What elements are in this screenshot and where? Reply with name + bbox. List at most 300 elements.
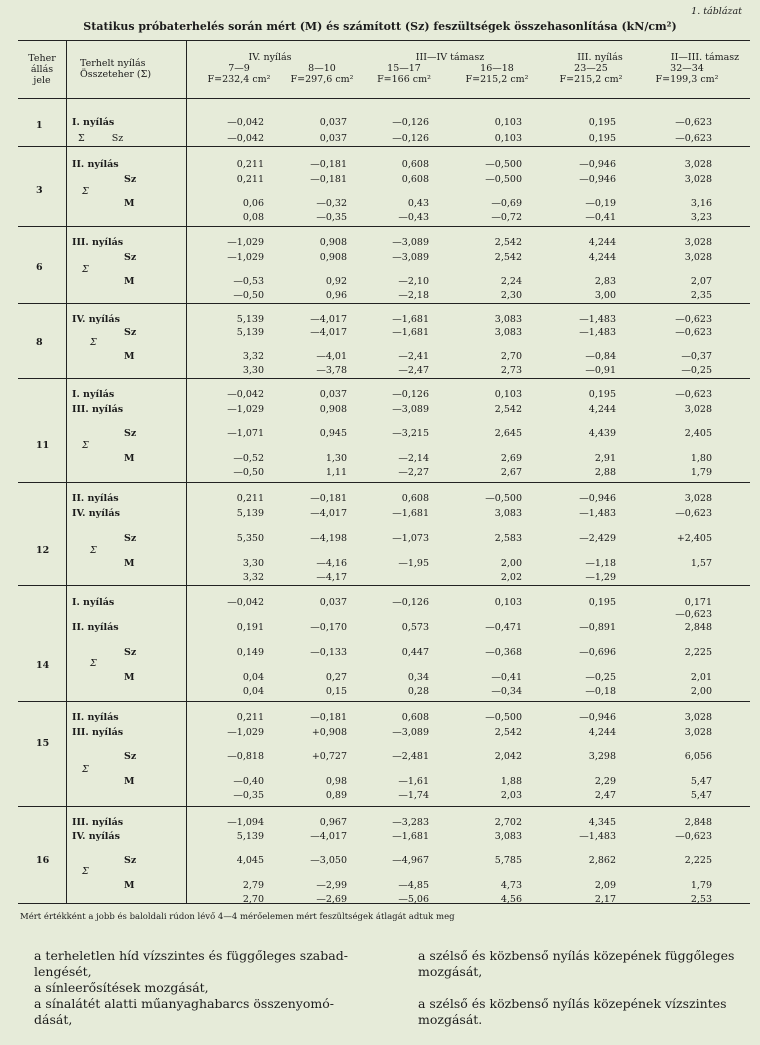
table-cell: 3,028 (684, 727, 712, 738)
table-cell: —0,623 (675, 508, 712, 519)
table-cell: —0,32 (316, 198, 347, 209)
table-cell: —0,91 (585, 365, 616, 376)
table-cell: 2,702 (494, 817, 522, 828)
bottom-left-line: lengését, (34, 964, 92, 979)
table-cell: —0,25 (681, 365, 712, 376)
header-col-range: 8—10 (308, 63, 336, 74)
table-cell: 0,92 (325, 276, 347, 287)
table-cell: 0,04 (242, 686, 264, 697)
header-teher-3: jele (33, 75, 51, 86)
table-cell: —0,623 (675, 389, 712, 400)
table-label: 1. táblázat (691, 6, 742, 17)
table-cell: —0,500 (485, 174, 522, 185)
table-cell: —0,18 (585, 686, 616, 697)
table-cell: —0,41 (585, 212, 616, 223)
row-label: IV. nyílás (72, 508, 120, 519)
table-cell: 5,139 (236, 327, 264, 338)
table-cell: 1,80 (690, 453, 712, 464)
table-cell: —0,946 (579, 159, 616, 170)
group-divider (18, 226, 750, 227)
header-col-area: F=199,3 cm² (655, 74, 719, 85)
table-cell: 0,28 (407, 686, 429, 697)
table-cell: 0,908 (319, 252, 347, 263)
table-cell: —1,029 (227, 727, 264, 738)
sigma-symbol: Σ (82, 764, 89, 775)
table-cell: 0,608 (401, 174, 429, 185)
table-cell: —1,18 (585, 558, 616, 569)
table-cell: 0,037 (319, 133, 347, 144)
table-cell: 3,083 (494, 508, 522, 519)
table-cell: 0,103 (494, 117, 522, 128)
row-label: I. nyílás (72, 117, 115, 128)
table-cell: 0,211 (236, 174, 264, 185)
table-cell: 3,028 (684, 493, 712, 504)
table-cell: 2,03 (500, 790, 522, 801)
table-cell: —1,071 (227, 428, 264, 439)
table-cell: —0,181 (310, 159, 347, 170)
table-cell: 2,70 (500, 351, 522, 362)
table-cell: 0,608 (401, 493, 429, 504)
bottom-right-line: mozgását. (418, 1012, 483, 1027)
header-terhelt-2: Összeteher (Σ) (80, 69, 152, 80)
table-cell: —0,623 (675, 133, 712, 144)
table-cell: +0,908 (311, 727, 347, 738)
row-label: M (124, 672, 135, 683)
table-cell: 2,583 (494, 533, 522, 544)
table-cell: —2,47 (398, 365, 429, 376)
header-col-area: F=232,4 cm² (207, 74, 271, 85)
table-cell: 3,298 (588, 751, 616, 762)
table-cell: 0,037 (319, 597, 347, 608)
table-cell: 2,53 (690, 894, 712, 905)
row-label: II. nyílás (72, 712, 119, 723)
table-cell: 0,191 (236, 622, 264, 633)
row-label: Sz (124, 174, 137, 185)
table-cell: 4,244 (588, 727, 616, 738)
table-cell: 0,195 (588, 133, 616, 144)
table-cell: 0,96 (325, 290, 347, 301)
table-cell: —0,19 (585, 198, 616, 209)
table-cell: 0,037 (319, 389, 347, 400)
header-group-iv: IV. nyílás (248, 52, 292, 63)
table-cell: —0,181 (310, 174, 347, 185)
header-col-3 (359, 63, 449, 85)
row-label: Sz (124, 327, 137, 338)
table-cell: —0,35 (233, 790, 264, 801)
table-cell: —2,10 (398, 276, 429, 287)
table-cell: 3,083 (494, 327, 522, 338)
table-cell: 2,24 (500, 276, 522, 287)
header-teher-1: Teher (28, 53, 56, 64)
table-cell: 5,47 (690, 790, 712, 801)
table-cell: 2,35 (690, 290, 712, 301)
table-cell: 0,211 (236, 493, 264, 504)
table-cell: 0,195 (588, 389, 616, 400)
table-cell: —1,681 (392, 831, 429, 842)
table-cell: —0,52 (233, 453, 264, 464)
row-label: I. nyílás (72, 597, 115, 608)
table-cell: 2,848 (684, 622, 712, 633)
table-cell: —0,946 (579, 174, 616, 185)
table-cell: —0,69 (491, 198, 522, 209)
row-label: M (124, 276, 135, 287)
table-cell: +2,405 (676, 533, 712, 544)
table-cell: —0,623 (675, 609, 712, 620)
table-cell: —0,126 (392, 133, 429, 144)
table-cell: —3,089 (392, 252, 429, 263)
table-cell: 0,08 (242, 212, 264, 223)
table-cell: 3,083 (494, 314, 522, 325)
table-cell: —0,41 (491, 672, 522, 683)
table-cell: —4,17 (316, 572, 347, 583)
row-label: III. nyílás (72, 817, 124, 828)
table-cell: 0,573 (401, 622, 429, 633)
group-divider (18, 303, 750, 304)
row-label: M (124, 880, 135, 891)
group-number: 14 (36, 660, 50, 671)
group-divider (18, 585, 750, 586)
table-cell: 0,149 (236, 647, 264, 658)
group-divider (18, 146, 750, 147)
table-cell: 2,542 (494, 404, 522, 415)
table-cell: —1,95 (398, 558, 429, 569)
row-label: I. nyílás (72, 389, 115, 400)
table-cell: —5,06 (398, 894, 429, 905)
rule-col-2 (186, 40, 187, 903)
sigma-symbol: Σ (90, 545, 97, 556)
table-cell: —0,623 (675, 831, 712, 842)
table-cell: 0,103 (494, 389, 522, 400)
table-cell: —3,089 (392, 727, 429, 738)
table-cell: 0,211 (236, 159, 264, 170)
sigma-symbol: Σ (90, 337, 97, 348)
table-cell: —0,623 (675, 327, 712, 338)
table-cell: 0,037 (319, 117, 347, 128)
table-cell: —0,34 (491, 686, 522, 697)
table-cell: 0,04 (242, 672, 264, 683)
row-label: Sz (124, 428, 137, 439)
bottom-left-text (34, 948, 394, 1028)
table-cell: 2,07 (690, 276, 712, 287)
table-cell: —0,946 (579, 493, 616, 504)
header-terhelt-1: Terhelt nyílás (80, 58, 146, 69)
table-cell: 0,06 (242, 198, 264, 209)
table-cell: —4,198 (310, 533, 347, 544)
table-cell: 3,028 (684, 237, 712, 248)
table-cell: —3,050 (310, 855, 347, 866)
table-cell: 3,028 (684, 252, 712, 263)
table-cell: —0,126 (392, 389, 429, 400)
group-number: 8 (36, 337, 43, 348)
table-cell: 0,195 (588, 597, 616, 608)
table-cell: —0,181 (310, 712, 347, 723)
table-cell: —0,946 (579, 712, 616, 723)
header-col-range: 16—18 (480, 63, 514, 74)
table-cell: —0,53 (233, 276, 264, 287)
table-cell: —4,017 (310, 831, 347, 842)
table-cell: —0,623 (675, 314, 712, 325)
group-divider (18, 701, 750, 702)
table-cell: 0,908 (319, 404, 347, 415)
table-cell: 2,225 (684, 855, 712, 866)
rule-header (18, 98, 750, 99)
group-number: 11 (36, 440, 50, 451)
row-label: M (124, 776, 135, 787)
table-cell: —0,50 (233, 290, 264, 301)
table-cell: 5,139 (236, 508, 264, 519)
table-cell: 3,028 (684, 159, 712, 170)
table-cell: 2,405 (684, 428, 712, 439)
row-label: II. nyílás (72, 622, 119, 633)
table-cell: 3,028 (684, 712, 712, 723)
row-label: IV. nyílás (72, 831, 120, 842)
table-cell: 2,83 (594, 276, 616, 287)
header-col-area: F=297,6 cm² (290, 74, 354, 85)
table-cell: 2,00 (690, 686, 712, 697)
group-number: 6 (36, 262, 43, 273)
table-cell: —1,681 (392, 327, 429, 338)
table-cell: —2,27 (398, 467, 429, 478)
table-cell: —0,170 (310, 622, 347, 633)
table-cell: —1,483 (579, 508, 616, 519)
table-cell: —0,50 (233, 467, 264, 478)
table-cell: 2,67 (500, 467, 522, 478)
table-cell: 0,103 (494, 133, 522, 144)
bottom-right-spacer (418, 980, 758, 996)
table-cell: 4,244 (588, 237, 616, 248)
table-cell: 2,542 (494, 727, 522, 738)
table-cell: 5,139 (236, 314, 264, 325)
table-cell: 0,34 (407, 672, 429, 683)
header-terhelt (80, 58, 151, 80)
table-cell: —0,72 (491, 212, 522, 223)
sigma-symbol: Σ (82, 440, 89, 451)
table-cell: —0,25 (585, 672, 616, 683)
bottom-left-line: a terheletlen híd vízszintes és függőleges szabad- (34, 948, 348, 963)
table-cell: 5,350 (236, 533, 264, 544)
table-cell: —0,84 (585, 351, 616, 362)
table-cell: —0,623 (675, 117, 712, 128)
table-cell: —0,042 (227, 117, 264, 128)
row-label: III. nyílás (72, 237, 124, 248)
table-cell: —0,181 (310, 493, 347, 504)
row-label: II. nyílás (72, 159, 119, 170)
table-cell: —2,41 (398, 351, 429, 362)
table-cell: —0,126 (392, 117, 429, 128)
table-cell: 0,945 (319, 428, 347, 439)
table-cell: 2,01 (690, 672, 712, 683)
header-col-range: 7—9 (228, 63, 250, 74)
table-cell: 5,47 (690, 776, 712, 787)
table-cell: 4,439 (588, 428, 616, 439)
group-divider (18, 482, 750, 483)
table-cell: —1,681 (392, 508, 429, 519)
table-cell: 2,542 (494, 237, 522, 248)
table-cell: —1,29 (585, 572, 616, 583)
table-cell: 2,91 (594, 453, 616, 464)
table-cell: —0,500 (485, 159, 522, 170)
table-cell: —0,35 (316, 212, 347, 223)
header-col-area: F=166 cm² (377, 74, 431, 85)
header-group-ii-iii: II—III. támasz (670, 52, 740, 63)
table-cell: —3,215 (392, 428, 429, 439)
row-label: M (124, 351, 135, 362)
table-cell: 3,23 (690, 212, 712, 223)
table-cell: +0,727 (311, 751, 347, 762)
table-cell: —0,37 (681, 351, 712, 362)
table-cell: 0,171 (684, 597, 712, 608)
table-cell: 3,16 (690, 198, 712, 209)
header-col-area: F=215,2 cm² (559, 74, 623, 85)
table-cell: 0,608 (401, 159, 429, 170)
table-cell: 2,70 (242, 894, 264, 905)
table-cell: —2,481 (392, 751, 429, 762)
header-col-4 (452, 63, 542, 85)
header-col-6 (642, 63, 732, 85)
group-number: 15 (36, 738, 50, 749)
table-cell: —4,017 (310, 327, 347, 338)
header-teher (18, 53, 66, 86)
table-cell: 0,43 (407, 198, 429, 209)
table-cell: 1,88 (500, 776, 522, 787)
table-cell: 2,542 (494, 252, 522, 263)
group-number: 3 (36, 185, 43, 196)
table-cell: 3,30 (242, 558, 264, 569)
table-cell: 5,785 (494, 855, 522, 866)
sigma-symbol: Σ (82, 264, 89, 275)
row-label: M (124, 453, 135, 464)
row-label: M (124, 198, 135, 209)
table-cell: —1,073 (392, 533, 429, 544)
group-divider (18, 806, 750, 807)
group-number: 16 (36, 855, 50, 866)
table-cell: 3,32 (242, 572, 264, 583)
bottom-right-line: a szélső és közbenső nyílás közepének függőleges (418, 948, 735, 963)
table-cell: —0,042 (227, 389, 264, 400)
table-cell: 2,29 (594, 776, 616, 787)
bottom-left-line: dását, (34, 1012, 73, 1027)
table-cell: —0,500 (485, 712, 522, 723)
table-cell: —0,500 (485, 493, 522, 504)
table-cell: 6,056 (684, 751, 712, 762)
row-label: Sz (124, 252, 137, 263)
table-cell: 0,27 (325, 672, 347, 683)
table-cell: 5,139 (236, 831, 264, 842)
row-label: Sz (124, 751, 137, 762)
table-cell: —2,99 (316, 880, 347, 891)
bottom-right-line: a szélső és közbenső nyílás közepének vízszintes (418, 996, 727, 1011)
table-cell: 3,028 (684, 404, 712, 415)
table-cell: 2,17 (594, 894, 616, 905)
group-number: 12 (36, 545, 50, 556)
bottom-left-line: a sínleerősítések mozgását, (34, 980, 209, 995)
table-cell: 2,09 (594, 880, 616, 891)
row-label: Sz (124, 533, 137, 544)
table-cell: 2,47 (594, 790, 616, 801)
group-divider (18, 378, 750, 379)
table-cell: 4,045 (236, 855, 264, 866)
header-col-5 (546, 63, 636, 85)
table-cell: 2,02 (500, 572, 522, 583)
table-cell: —4,017 (310, 508, 347, 519)
table-cell: 2,042 (494, 751, 522, 762)
header-col-range: 15—17 (387, 63, 421, 74)
bottom-right-line: mozgását, (418, 964, 483, 979)
table-cell: —1,029 (227, 237, 264, 248)
row-label: III. nyílás (72, 727, 124, 738)
table-cell: —2,69 (316, 894, 347, 905)
table-cell: —0,891 (579, 622, 616, 633)
table-cell: 0,608 (401, 712, 429, 723)
row-label: M (124, 558, 135, 569)
row-label: Σ Sz (78, 133, 124, 144)
table-cell: —3,78 (316, 365, 347, 376)
row-label: II. nyílás (72, 493, 119, 504)
table-cell: 0,89 (325, 790, 347, 801)
table-cell: 0,103 (494, 597, 522, 608)
table-cell: —1,483 (579, 314, 616, 325)
table-cell: —0,40 (233, 776, 264, 787)
row-label: IV. nyílás (72, 314, 120, 325)
table-cell: —1,61 (398, 776, 429, 787)
header-col-area: F=215,2 cm² (465, 74, 529, 85)
table-cell: 2,848 (684, 817, 712, 828)
table-cell: 2,645 (494, 428, 522, 439)
table-cell: —2,429 (579, 533, 616, 544)
table-cell: 3,00 (594, 290, 616, 301)
table-cell: 2,69 (500, 453, 522, 464)
table-cell: —0,43 (398, 212, 429, 223)
table-title: Statikus próbaterhelés során mért (M) és számított (Sz) feszültségek összehasonlítása (kN/cm²) (83, 20, 677, 33)
table-cell: —1,029 (227, 404, 264, 415)
table-cell: 4,73 (500, 880, 522, 891)
table-cell: —0,368 (485, 647, 522, 658)
rule-col-1 (66, 40, 67, 903)
table-cell: —0,133 (310, 647, 347, 658)
footnote: Mért értékként a jobb és baloldali rúdon lévő 4—4 mérőelemen mért feszültségek átlagát adtuk meg (20, 912, 455, 922)
table-cell: —1,681 (392, 314, 429, 325)
table-cell: —1,74 (398, 790, 429, 801)
table-cell: 2,225 (684, 647, 712, 658)
table-cell: 4,345 (588, 817, 616, 828)
table-cell: 0,447 (401, 647, 429, 658)
row-label: Sz (124, 647, 137, 658)
header-group-iii-iv: III—IV támasz (415, 52, 485, 63)
table-cell: 2,79 (242, 880, 264, 891)
table-cell: 2,30 (500, 290, 522, 301)
table-cell: —0,818 (227, 751, 264, 762)
table-cell: 0,211 (236, 712, 264, 723)
table-cell: —4,85 (398, 880, 429, 891)
table-cell: 3,083 (494, 831, 522, 842)
table-cell: —4,967 (392, 855, 429, 866)
sigma-symbol: Σ (82, 866, 89, 877)
table-cell: 2,88 (594, 467, 616, 478)
table-cell: 4,244 (588, 404, 616, 415)
table-cell: —0,042 (227, 597, 264, 608)
table-cell: —4,017 (310, 314, 347, 325)
table-cell: 2,00 (500, 558, 522, 569)
table-cell: 4,244 (588, 252, 616, 263)
header-col-2 (277, 63, 367, 85)
header-col-range: 32—34 (670, 63, 704, 74)
table-cell: 3,32 (242, 351, 264, 362)
header-col-range: 23—25 (574, 63, 608, 74)
table-cell: —0,471 (485, 622, 522, 633)
table-cell: 1,11 (325, 467, 347, 478)
table-cell: 1,79 (690, 880, 712, 891)
bottom-right-text (418, 948, 758, 1028)
